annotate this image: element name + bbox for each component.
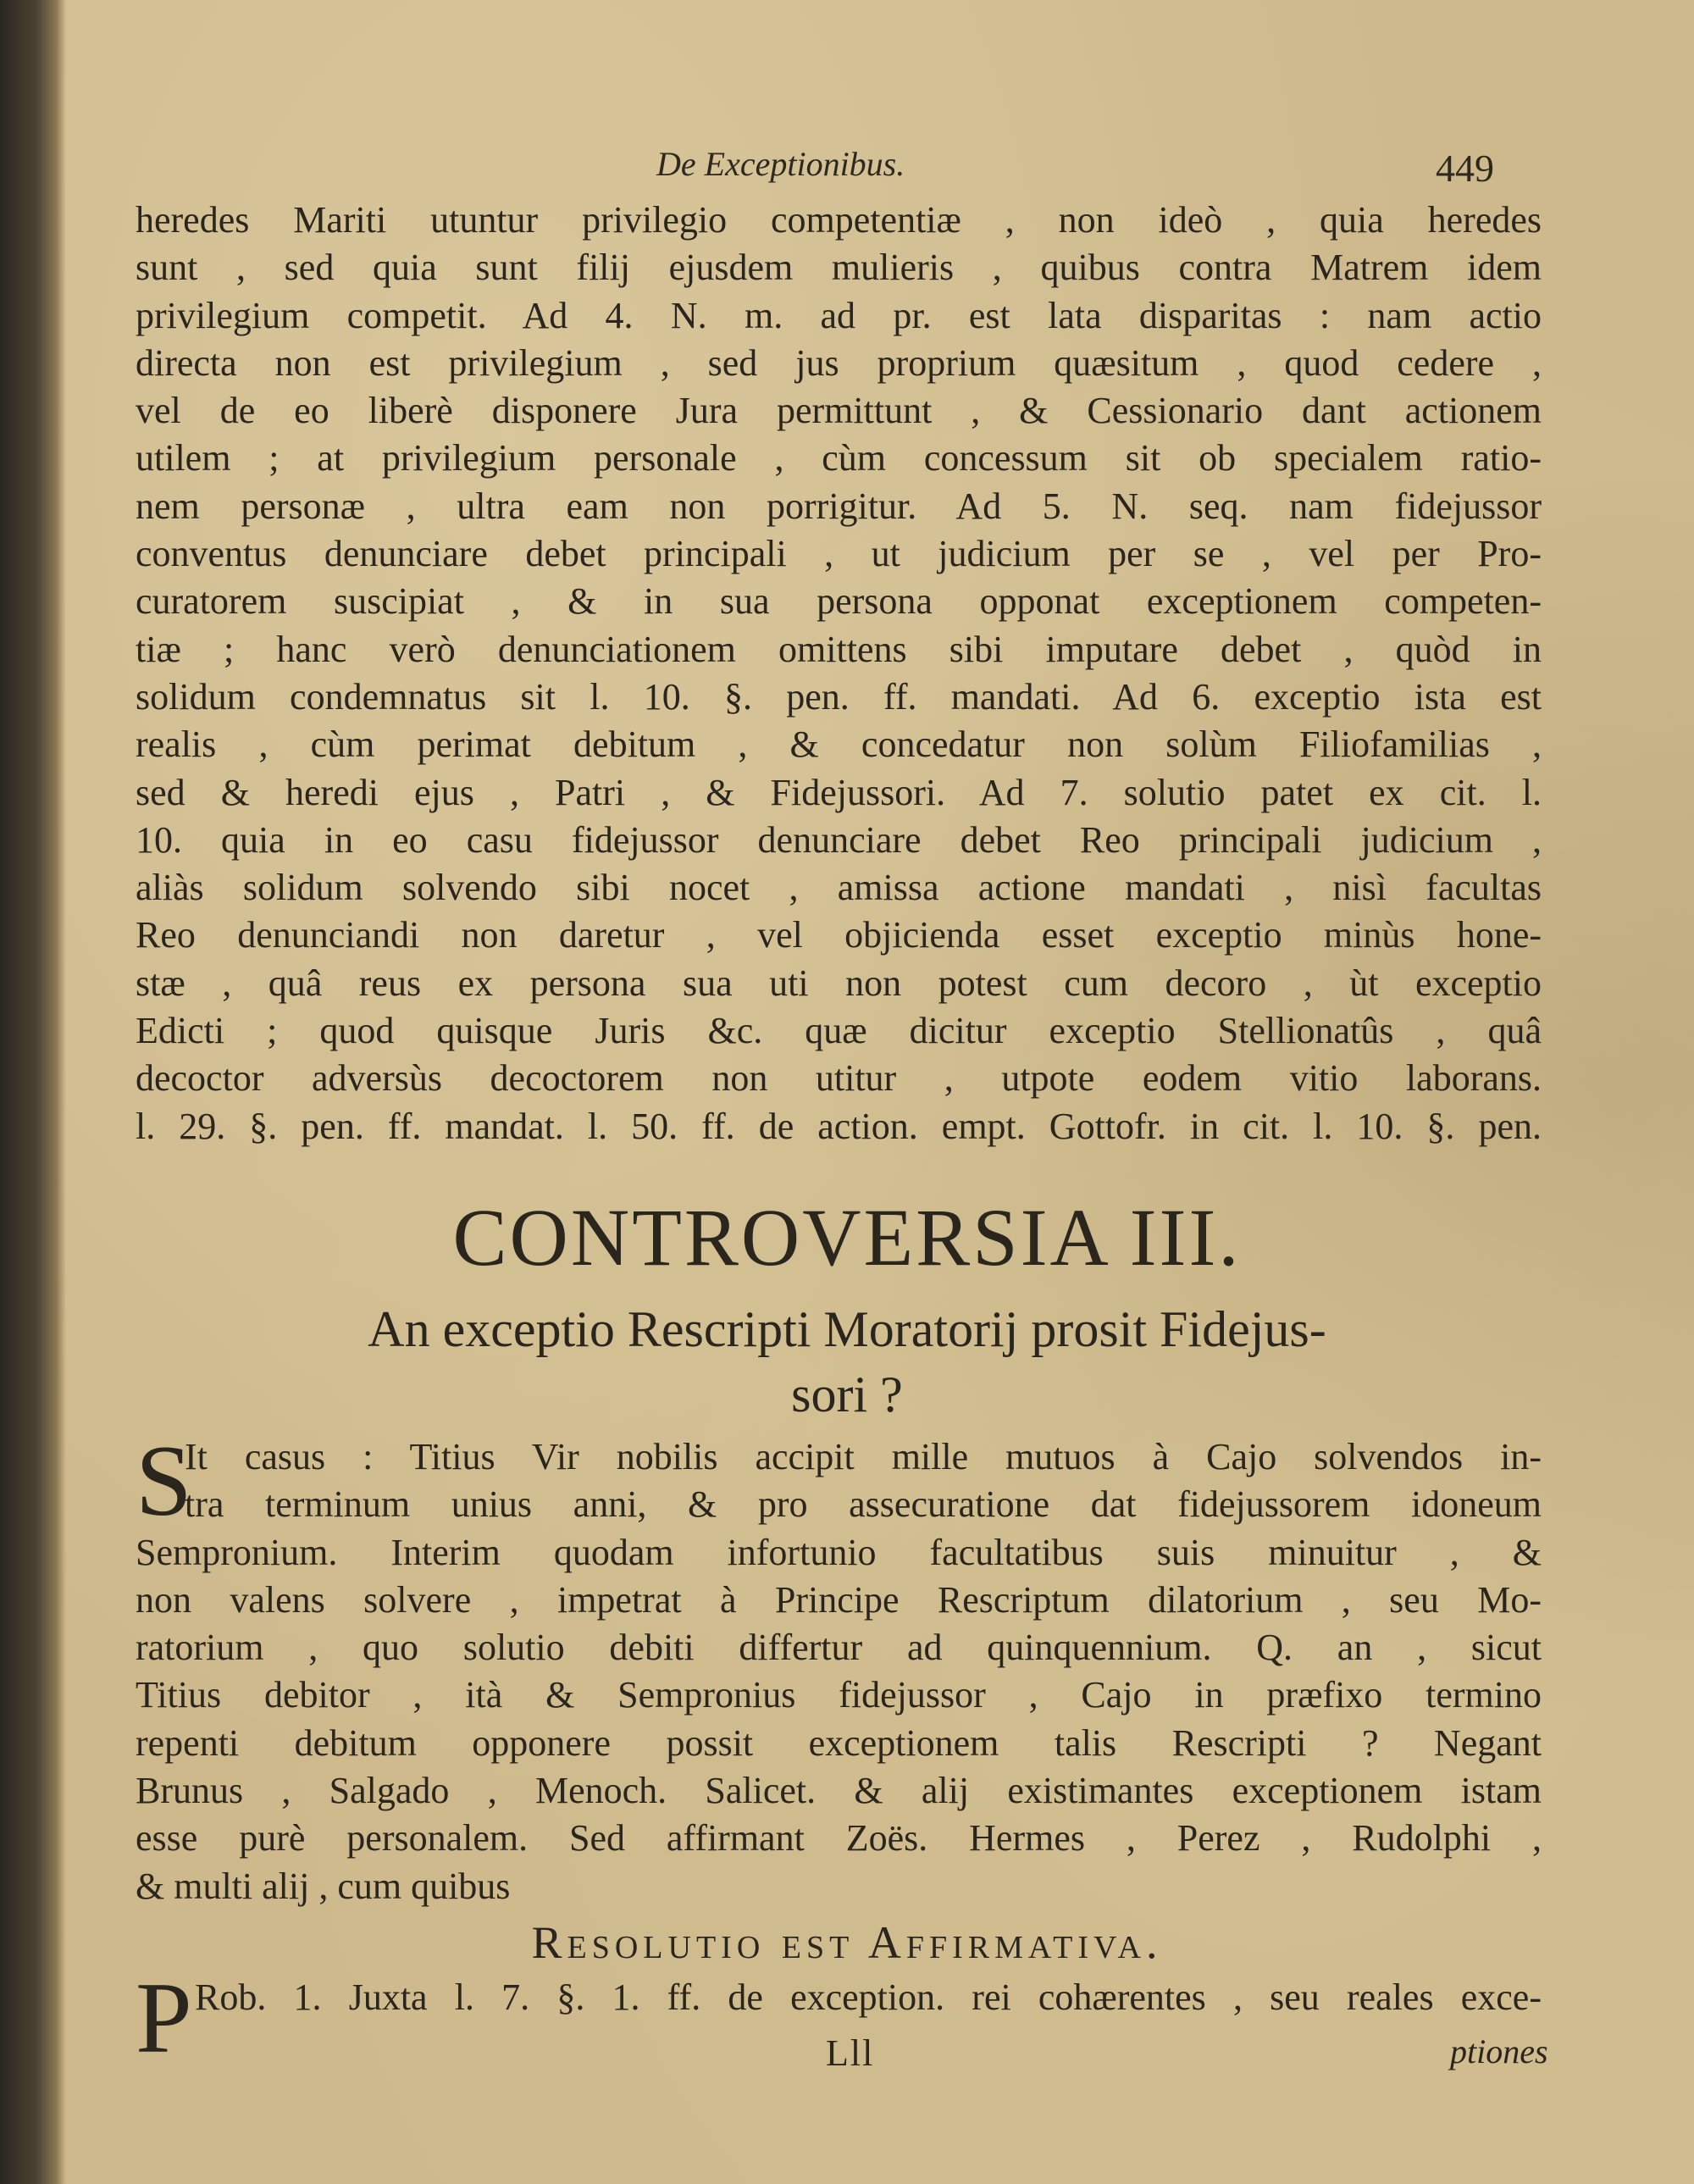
text-line: conventus denunciare debet principali , ut judicium per se , vel per Pro-: [136, 533, 1542, 575]
text-line: tra terminum unius anni, & pro assecuratione dat fidejussorem idoneum: [185, 1483, 1542, 1526]
drop-cap-p: P: [136, 1961, 192, 2074]
text-line: Sempronium. Interim quodam infortunio facultatibus suis minuitur , &: [136, 1531, 1542, 1573]
text-line: privilegium competit. Ad 4. N. m. ad pr. est lata disparitas : nam actio: [136, 294, 1542, 336]
section-subtitle-line-2: sori ?: [791, 1366, 903, 1422]
section-title: CONTROVERSIA III.: [452, 1192, 1242, 1283]
text-line: Reo denunciandi non daretur , vel objicienda esset exceptio minùs hone-: [136, 914, 1542, 956]
text-line: Rob. 1. Juxta l. 7. §. 1. ff. de exception. rei cohærentes , seu reales exce-: [195, 1976, 1542, 2018]
text-line: sunt , sed quia sunt filij ejusdem mulieris , quibus contra Matrem idem: [136, 247, 1542, 289]
text-line: sed & heredi ejus , Patri , & Fidejussori. Ad 7. solutio patet ex cit. l.: [136, 771, 1542, 813]
paragraph-3: [136, 1974, 1542, 2021]
text-line: stæ , quâ reus ex persona sua uti non potest cum decoro , ùt exceptio: [136, 962, 1542, 1004]
text-line: decoctor adversùs decoctorem non utitur , utpote eodem vitio laborans.: [136, 1057, 1542, 1100]
text-line: repenti debitum opponere possit exceptionem talis Rescripti ? Negant: [136, 1721, 1542, 1764]
text-line: ratorium , quo solutio debiti differtur ad quinquennium. Q. an , sicut: [136, 1627, 1542, 1669]
signature-mark: Lll: [826, 2032, 875, 2074]
text-line: Titius debitor , ità & Sempronius fidejussor , Cajo in præfixo termino: [136, 1674, 1542, 1716]
text-line: tiæ ; hanc verò denunciationem omittens sibi imputare debet , quòd in: [136, 628, 1542, 670]
text-line: & multi alij , cum quibus: [136, 1865, 511, 1907]
text-line: l. 29. §. pen. ff. mandat. l. 50. ff. de action. empt. Gottofr. in cit. l. 10. §. pen.: [136, 1105, 1542, 1147]
text-line: heredes Mariti utuntur privilegio competentiæ , non ideò , quia heredes: [136, 199, 1542, 241]
drop-cap-s: S: [136, 1424, 192, 1537]
section-subtitle-line-1: An exceptio Rescripti Moratorij prosit Fidejus-: [368, 1301, 1326, 1357]
text-line: directa non est privilegium , sed jus proprium quæsitum , quod cedere ,: [136, 341, 1542, 384]
text-line: solidum condemnatus sit l. 10. §. pen. ff. mandati. Ad 6. exceptio ista est: [136, 675, 1542, 718]
text-line: nem personæ , ultra eam non porrigitur. Ad 5. N. seq. nam fidejussor: [136, 485, 1542, 527]
text-line: aliàs solidum solvendo sibi nocet , amissa actione mandati , nisì facultas: [136, 867, 1542, 909]
resolution-heading: Resolutio est Affirmativa.: [531, 1917, 1163, 1968]
paragraph-2: [136, 1433, 1542, 1910]
text-line: vel de eo liberè disponere Jura permittunt , & Cessionario dant actionem: [136, 390, 1542, 432]
binding-gutter: [0, 0, 66, 2184]
text-line: curatorem suscipiat , & in sua persona opponat exceptionem competen-: [136, 580, 1542, 623]
text-line: Edicti ; quod quisque Juris &c. quæ dicitur exceptio Stellionatûs , quâ: [136, 1010, 1542, 1052]
paragraph-1: [136, 197, 1542, 1150]
text-line: realis , cùm perimat debitum , & concedatur non solùm Filiofamilias ,: [136, 723, 1542, 766]
text-line: non valens solvere , impetrat à Principe Rescriptum dilatorium , seu Mo-: [136, 1578, 1542, 1621]
page-number: 449: [1436, 147, 1494, 190]
text-line: 10. quia in eo casu fidejussor denunciare debet Reo principali judicium ,: [136, 818, 1542, 861]
text-line: utilem ; at privilegium personale , cùm concessum sit ob specialem ratio-: [136, 437, 1542, 479]
text-line: Brunus , Salgado , Menoch. Salicet. & alij existimantes exceptionem istam: [136, 1770, 1542, 1812]
text-line: It casus : Titius Vir nobilis accipit mille mutuos à Cajo solvendos in-: [185, 1436, 1542, 1477]
catchword: ptiones: [1450, 2032, 1548, 2070]
text-line: esse purè personalem. Sed affirmant Zoës. Hermes , Perez , Rudolphi ,: [136, 1817, 1542, 1860]
running-head: De Exceptionibus.: [656, 145, 905, 183]
